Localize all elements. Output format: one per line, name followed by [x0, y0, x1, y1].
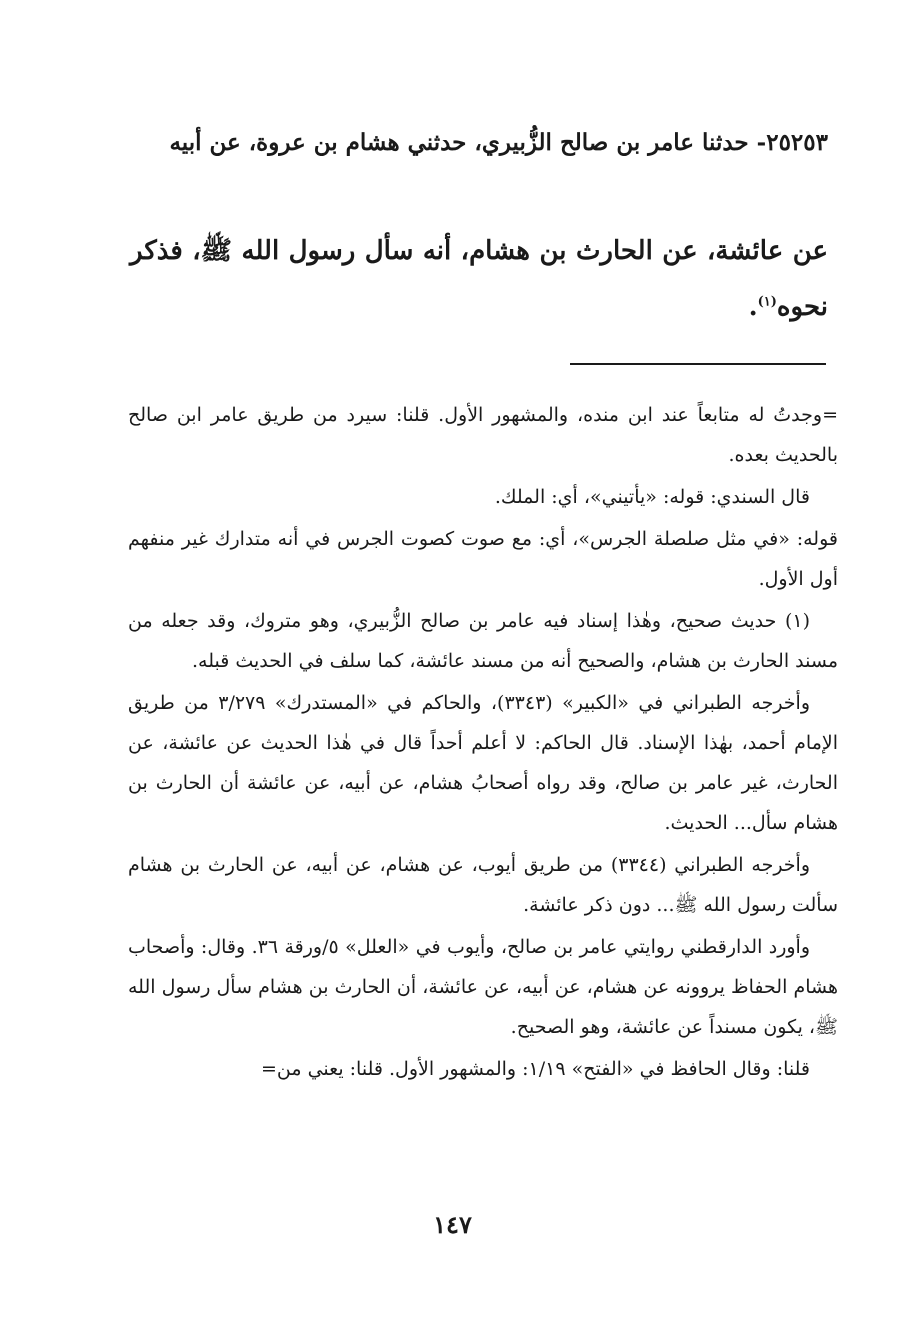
- footnote-paragraph: وأورد الدارقطني روايتي عامر بن صالح، وأيوب في «العلل» ٥/ورقة ٣٦. وقال: وأصحاب هشام الحفاظ يروونه عن هشام، عن أبيه، عن عائشة، أن الحارث بن هشام سأل رسول الله ﷺ، يكون مسنداً عن عائشة، وهو الصحيح.: [128, 936, 838, 1038]
- hadith-text: عن عائشة، عن الحارث بن هشام، أنه سأل رسول الله ﷺ، فذكر نحوه: [130, 236, 828, 322]
- page-number: ١٤٧: [433, 1210, 472, 1239]
- footnote-marker: (١): [757, 294, 777, 310]
- footnote-paragraph: وأخرجه الطبراني (٣٣٤٤) من طريق أيوب، عن هشام، عن أبيه، عن الحارث بن هشام سألت رسول الله ﷺ... دون ذكر عائشة.: [128, 854, 838, 916]
- footnote-1: (١) حديث صحيح، وهٰذا إسناد فيه عامر بن صالح الزُّبيري، وهو متروك، وقد جعله من مسند الحارث بن هشام، والصحيح أنه من مسند عائشة، كما سلف في الحديث قبله.: [128, 610, 838, 672]
- footnote-paragraph: وأخرجه الطبراني في «الكبير» (٣٣٤٣)، والحاكم في «المستدرك» ٣/٢٧٩ من طريق الإمام أحمد، بهٰذا الإسناد. قال الحاكم: لا أعلم أحداً قال في هٰذا الحديث عن عائشة، عن الحارث، غير عامر بن صالح، وقد رواه أصحابُ هشام، عن أبيه، عن عائشة أن الحارث بن هشام سأل... الحديث.: [128, 692, 838, 834]
- footnote-paragraph: قلنا: وقال الحافظ في «الفتح» ١/١٩: والمشهور الأول. قلنا: يعني من=: [260, 1058, 810, 1080]
- footnote-paragraph: قوله: «في مثل صلصلة الجرس»، أي: مع صوت كصوت الجرس في أنه متدارك غير منفهم أول الأول.: [128, 528, 838, 590]
- hadith-text-line-1: ٢٥٢٥٣- حدثنا عامر بن صالح الزُّبيري، حدثني هشام بن عروة، عن أبيه: [169, 129, 828, 156]
- footnotes: [128, 395, 838, 1091]
- footnote-paragraph: قال السندي: قوله: «يأتيني»، أي: الملك.: [494, 486, 810, 508]
- hadith-text-line-2: [130, 223, 828, 335]
- footnote-separator: [570, 363, 826, 365]
- footnote-continuation: =وجدتُ له متابعاً عند ابن منده، والمشهور الأول. قلنا: سيرد من طريق عامر ابن صالح بالحديث بعده.: [128, 404, 838, 466]
- hadith-text-end: .: [748, 292, 758, 322]
